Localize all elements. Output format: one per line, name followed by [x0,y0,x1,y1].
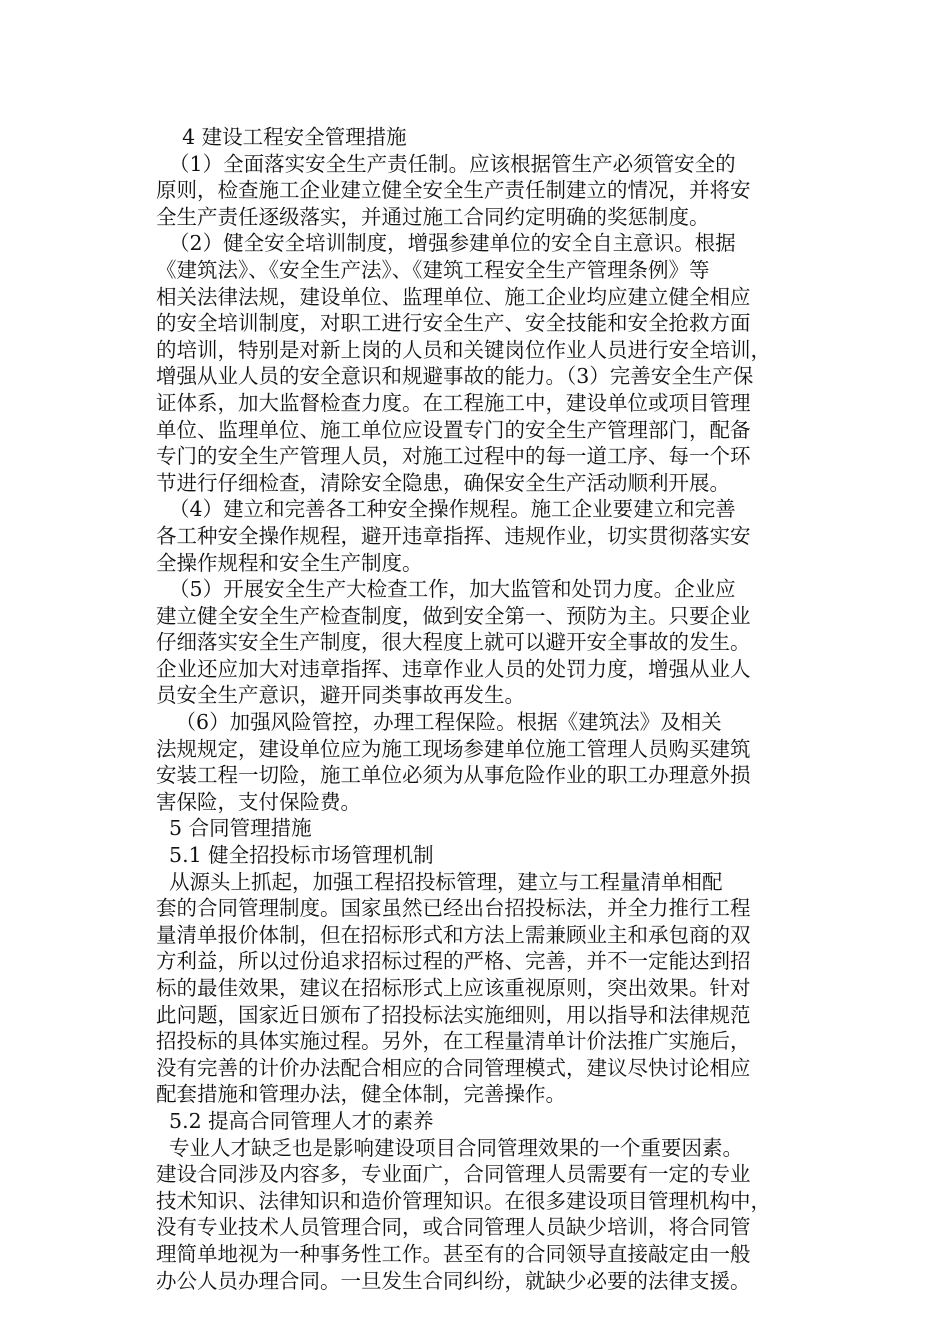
text-line: 专业人才缺乏也是影响建设项目合同管理效果的一个重要因素。 [156,1135,744,1160]
text-line: 标的最佳效果，建议在招标形式上应该重视原则，突出效果。针对 [156,976,751,1000]
text-line: 害保险，支付保险费。 [156,789,361,814]
text-line: 增强从业人员的安全意识和规避事故的能力。（3）完善安全生产保 [156,364,754,389]
text-line: 建设合同涉及内容多，专业面广，合同管理人员需要有一定的专业 [156,1162,751,1187]
text-line: 仔细落实安全生产制度，很大程度上就可以避开安全事故的发生。 [156,630,751,655]
text-line: （1）全面落实安全生产责任制。应该根据管生产必须管安全的 [156,151,736,176]
text-line: 法规规定，建设单位应为施工现场参建单位施工管理人员购买建筑 [156,736,751,761]
text-line: （4）建立和完善各工种安全操作规程。施工企业要建立和完善 [156,497,736,522]
text-line: 没有专业技术人员管理合同，或合同管理人员缺少培训，将合同管 [156,1215,751,1240]
text-line: （5）开展安全生产大检查工作，加大监管和处罚力度。企业应 [156,577,736,602]
text-line: 理简单地视为一种事务性工作。甚至有的合同领导直接敲定由一般 [156,1241,751,1266]
text-line: 方利益，所以过份追求招标过程的严格、完善，并不一定能达到招 [156,949,751,974]
text-line: 安装工程一切险，施工单位必须为从事危险作业的职工办理意外损 [156,763,751,788]
text-line: 从源头上抓起，加强工程招投标管理，建立与工程量清单相配 [156,869,723,894]
text-line: （6）加强风险管控，办理工程保险。根据《建筑法》及相关 [156,710,722,735]
text-line: 单位、监理单位、施工单位应设置专门的安全生产管理部门，配备 [156,417,751,442]
text-line: 《建筑法》、《安全生产法》、《建筑工程安全生产管理条例》等 [156,257,710,282]
text-line: 的培训，特别是对新上岗的人员和关键岗位作业人员进行安全培训， [156,337,771,362]
text-line: 没有完善的计价办法配合相应的合同管理模式，建议尽快讨论相应 [156,1055,751,1080]
text-line: 的安全培训制度，对职工进行安全生产、安全技能和安全抢救方面 [156,311,751,336]
document-body [156,124,806,1294]
text-line: 配套措施和管理办法，健全体制，完善操作。 [156,1082,566,1107]
text-line: 5 合同管理措施 [156,816,312,841]
text-line: 证体系，加大监督检查力度。在工程施工中，建设单位或项目管理 [156,390,751,415]
text-line: 5.1 健全招投标市场管理机制 [156,843,434,868]
text-line: 节进行仔细检查，清除安全隐患，确保安全生产活动顺利开展。 [156,470,730,495]
text-line: 全操作规程和安全生产制度。 [156,550,423,575]
text-line: 员安全生产意识，避开同类事故再发生。 [156,683,525,708]
text-line: 办公人员办理合同。一旦发生合同纠纷，就缺少必要的法律支援。 [156,1268,751,1293]
text-line: 各工种安全操作规程，避开违章指挥、违规作业，切实贯彻落实安 [156,523,751,548]
text-line: 专门的安全生产管理人员，对施工过程中的每一道工序、每一个环 [156,444,751,469]
text-line: 量清单报价体制，但在招标形式和方法上需兼顾业主和承包商的双 [156,922,751,947]
text-line: 5.2 提高合同管理人才的素养 [156,1108,434,1133]
text-line: 技术知识、法律知识和造价管理知识。在很多建设项目管理机构中， [156,1188,771,1213]
text-line: 建立健全安全生产检查制度，做到安全第一、预防为主。只要企业 [156,603,751,628]
text-line: 原则，检查施工企业建立健全安全生产责任制建立的情况，并将安 [156,178,751,203]
text-line: 企业还应加大对违章指挥、违章作业人员的处罚力度，增强从业人 [156,656,751,681]
text-line: （2）健全安全培训制度，增强参建单位的安全自主意识。根据 [156,231,736,256]
text-line: 全生产责任逐级落实，并通过施工合同约定明确的奖惩制度。 [156,204,710,229]
text-line: 4 建设工程安全管理措施 [156,125,407,149]
text-line: 招投标的具体实施过程。另外，在工程量清单计价法推广实施后， [156,1029,751,1054]
text-line: 此问题，国家近日颁布了招投标法实施细则，用以指导和法律规范 [156,1002,751,1027]
text-line: 套的合同管理制度。国家虽然已经出台招投标法，并全力推行工程 [156,896,751,921]
text-line: 相关法律法规，建设单位、监理单位、施工企业均应建立健全相应 [156,284,751,309]
